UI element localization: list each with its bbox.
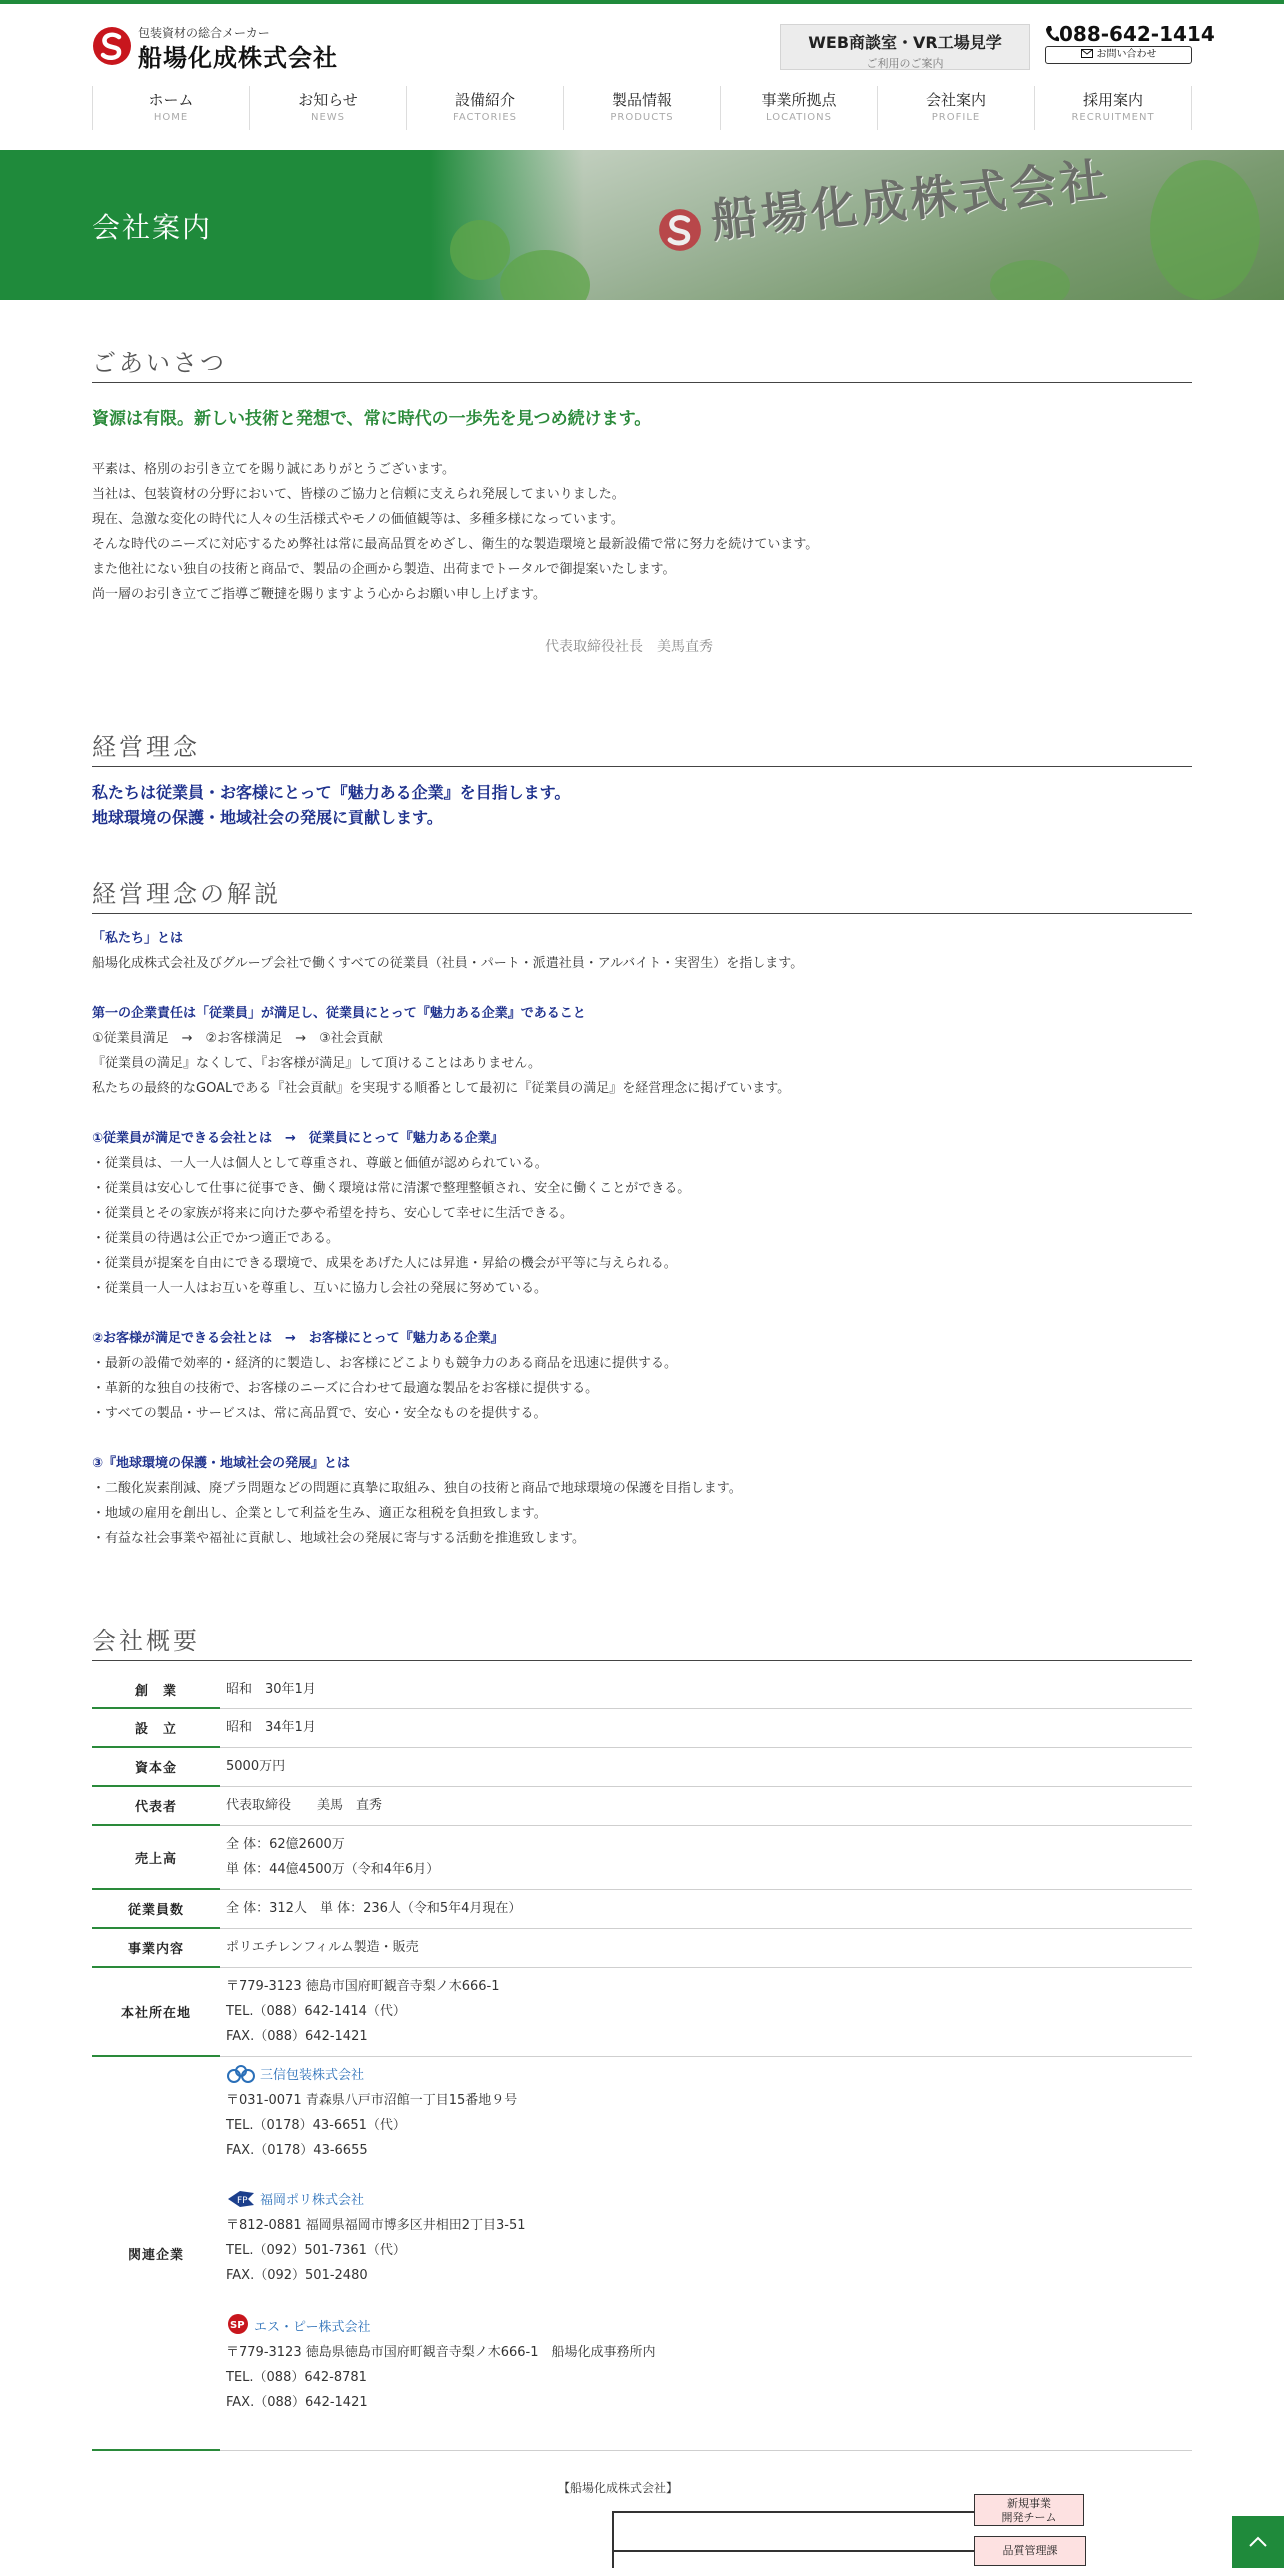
nav-news[interactable] <box>249 86 406 130</box>
greeting-line: また他社にない独自の技術と商品で、製品の企画から製造、出荷までトータルで御提案いたします。 <box>92 562 676 577</box>
banner-building-photo <box>430 150 1284 300</box>
company-name-text: 福岡ポリ株式会社 <box>260 2193 365 2208</box>
block-line: ・従業員の待遇は公正でかつ適正である。 <box>92 1231 340 1246</box>
block-line: ・従業員とその家族が将来に向けた夢や希望を持ち、安心して幸せに生活できる。 <box>92 1206 574 1221</box>
logo-company-name: 船場化成株式会社 <box>138 44 338 72</box>
row-value <box>220 1671 1192 1708</box>
row-value <box>220 1709 1192 1747</box>
explanation-block <box>92 1326 677 1426</box>
row-value <box>220 1929 1192 1967</box>
chevron-up-icon <box>1232 2516 1284 2568</box>
block-line: 私たちの最終的なGOALである『社会貢献』を実現する順番として最初に『従業員の満足』を経営理念に掲げています。 <box>92 1081 791 1096</box>
table-row <box>92 1890 1192 1929</box>
table-row <box>92 1748 1192 1787</box>
block-line: ・二酸化炭素削減、廃プラ問題などの問題に真摯に取組み、独自の技術と商品で地球環境の保護を目指します。 <box>92 1481 742 1496</box>
philosophy-line: 私たちは従業員・お客様にとって『魅力ある企業』を目指します。 <box>92 783 571 802</box>
block-title: 「私たち」とは <box>92 931 184 946</box>
explanation-block <box>92 1451 742 1551</box>
company-name-text: 三信包装株式会社 <box>260 2068 365 2083</box>
row-label: 設 立 <box>92 1709 220 1748</box>
sanshin-logo-icon <box>226 2065 256 2083</box>
web-meeting-button[interactable] <box>780 24 1030 70</box>
value-line: 代表取締役 美馬 直秀 <box>226 1798 383 1813</box>
block-line: ・従業員が提案を自由にできる環境で、成果をあげた人には昇進・昇給の機会が平等に与えられる。 <box>92 1256 677 1271</box>
nav-label: ホーム <box>148 91 194 109</box>
nav-label: 採用案内 <box>1082 91 1143 109</box>
banner-sign-text: 船場化成株式会社 <box>708 152 1113 248</box>
greeting-body <box>92 457 818 607</box>
block-title: ①従業員が満足できる会社とは → 従業員にとって『魅力ある企業』 <box>92 1131 504 1146</box>
block-line: ・有益な社会事業や福祉に貢献し、地域社会の発展に寄与する活動を推進致します。 <box>92 1531 585 1546</box>
block-line: ・最新の設備で効率的・経済的に製造し、お客様にどこよりも競争力のある商品を迅速に提供する。 <box>92 1356 678 1371</box>
related-company <box>226 2188 1186 2288</box>
overview-table <box>92 1671 1192 2451</box>
block-line: ・従業員は、一人一人は個人として尊重され、尊厳と価値が認められている。 <box>92 1156 548 1171</box>
banner-foliage <box>450 220 510 280</box>
company-name-text: エス・ピー株式会社 <box>254 2320 371 2335</box>
phone-icon <box>1045 25 1059 43</box>
sp-logo-icon <box>226 2313 250 2335</box>
value-line: 〒031-0071 青森県八戸市沼館一丁目15番地９号 <box>226 2093 518 2108</box>
value-line: FAX.（0178）43-6655 <box>226 2143 368 2158</box>
table-row <box>92 1787 1192 1826</box>
philosophy-statement <box>92 780 570 830</box>
back-to-top-button[interactable] <box>1232 2516 1284 2568</box>
org-connector <box>612 2511 614 2568</box>
fukuoka-poly-logo-icon <box>226 2190 256 2208</box>
related-company-name[interactable] <box>226 2313 1186 2340</box>
value-line: FAX.（092）501-2480 <box>226 2268 368 2283</box>
row-value <box>220 1787 1192 1825</box>
block-line: ・従業員一人一人はお互いを尊重し、互いに協力し会社の発展に努めている。 <box>92 1281 548 1296</box>
page-banner <box>0 150 1284 300</box>
greeting-line: 当社は、包装資材の分野において、皆様のご協力と信頼に支えられ発展してまいりました。 <box>92 487 625 502</box>
value-line: ポリエチレンフィルム製造・販売 <box>226 1940 419 1955</box>
explanation-block <box>92 1001 790 1101</box>
nav-label: 会社案内 <box>925 91 986 109</box>
explanation-block <box>92 926 803 976</box>
row-label: 従業員数 <box>92 1890 220 1929</box>
value-line: 〒812-0881 福岡県福岡市博多区井相田2丁目3-51 <box>226 2218 526 2233</box>
row-label: 本社所在地 <box>92 1968 220 2057</box>
banner-foliage <box>1150 160 1260 300</box>
greeting-signature: 代表取締役社長 美馬直秀 <box>545 639 713 655</box>
nav-sublabel: LOCATIONS <box>766 112 832 123</box>
table-row <box>92 2057 1192 2451</box>
nav-label: 事業所拠点 <box>761 91 837 109</box>
block-line: 船場化成株式会社及びグループ会社で働くすべての従業員（社員・パート・派遣社員・アルバイト・実習生）を指します。 <box>92 956 804 971</box>
philosophy-line: 地球環境の保護・地域社会の発展に貢献します。 <box>92 808 443 827</box>
top-accent-line <box>0 0 1284 4</box>
nav-sublabel: PRODUCTS <box>610 112 674 123</box>
philosophy-heading: 経営理念 <box>92 727 1192 767</box>
table-row <box>92 1826 1192 1890</box>
table-row <box>92 1709 1192 1748</box>
contact-label: お問い合わせ <box>1096 49 1157 60</box>
value-line: FAX.（088）642-1421 <box>226 2029 368 2044</box>
block-line: ・革新的な独自の技術で、お客様のニーズに合わせて最適な製品をお客様に提供する。 <box>92 1381 599 1396</box>
row-value <box>220 1826 1192 1889</box>
value-line: 全 体：62億2600万 <box>226 1837 345 1852</box>
banner-foliage <box>500 250 590 300</box>
value-line: FAX.（088）642-1421 <box>226 2395 368 2410</box>
related-company-name[interactable] <box>226 2188 1186 2213</box>
mail-icon <box>1081 49 1093 58</box>
value-line: TEL.（088）642-1414（代） <box>226 2004 406 2019</box>
related-company <box>226 2313 1186 2415</box>
row-label: 事業内容 <box>92 1929 220 1968</box>
org-box-quality: 品質管理課 <box>974 2536 1086 2566</box>
table-row <box>92 1929 1192 1968</box>
nav-factories[interactable] <box>406 86 563 130</box>
greeting-line: 尚一層のお引き立てご指導ご鞭撻を賜りますよう心からお願い申し上げます。 <box>92 587 546 602</box>
nav-label: 設備紹介 <box>454 91 515 109</box>
svg-text:SP: SP <box>230 2320 245 2331</box>
nav-sublabel: PROFILE <box>931 112 981 123</box>
value-line: 〒779-3123 徳島県徳島市国府町観音寺梨ノ木666-1 船場化成事務所内 <box>226 2345 656 2360</box>
row-label: 売上高 <box>92 1826 220 1890</box>
funaba-logo-icon <box>92 26 132 66</box>
row-value <box>220 1890 1192 1928</box>
value-line: 昭和 30年1月 <box>226 1682 316 1697</box>
explanation-block <box>92 1126 690 1301</box>
page-title: 会社案内 <box>92 211 213 244</box>
nav-home[interactable] <box>92 86 249 130</box>
org-box-line: 開発チーム <box>1001 2511 1057 2524</box>
nav-sublabel: HOME <box>153 112 189 123</box>
greeting-line: 現在、急激な変化の時代に人々の生活様式やモノの価値観等は、多種多様になっています。 <box>92 512 624 527</box>
phone-number: 088-642-1414 <box>1059 22 1215 46</box>
row-label: 関連企業 <box>92 2057 220 2451</box>
nav-recruitment[interactable] <box>1034 86 1192 130</box>
greeting-line: そんな時代のニーズに対応するため弊社は常に最高品質をめざし、衛生的な製造環境と最新設備で常に努力を続けています。 <box>92 537 819 552</box>
greeting-lead: 資源は有限。新しい技術と発想で、常に時代の一歩先を見つめ続けます。 <box>92 409 652 429</box>
value-line: TEL.（0178）43-6651（代） <box>226 2118 406 2133</box>
greeting-heading: ごあいさつ <box>92 343 1192 383</box>
row-value <box>220 1748 1192 1786</box>
nav-products[interactable] <box>563 86 720 130</box>
nav-profile[interactable] <box>877 86 1034 130</box>
org-connector <box>612 2550 974 2552</box>
value-line: TEL.（092）501-7361（代） <box>226 2243 406 2258</box>
row-value <box>220 1968 1192 2056</box>
block-title: ③『地球環境の保護・地域社会の発展』とは <box>92 1456 351 1471</box>
org-box-line: 新規事業 <box>1007 2497 1051 2510</box>
overview-heading: 会社概要 <box>92 1621 1192 1661</box>
greeting-line: 平素は、格別のお引き立てを賜り誠にありがとうございます。 <box>92 462 455 477</box>
header-phone[interactable] <box>1045 22 1215 46</box>
table-row <box>92 1968 1192 2057</box>
value-line: 単 体：44億4500万（令和4年6月） <box>226 1862 440 1877</box>
block-line: ・従業員は安心して仕事に従事でき、働く環境は常に清潔で整理整頓され、安全に働くことができる。 <box>92 1181 691 1196</box>
global-nav <box>92 86 1192 130</box>
block-line: ①従業員満足 → ②お客様満足 → ③社会貢献 <box>92 1031 383 1046</box>
org-box-new-business <box>974 2494 1084 2526</box>
row-value <box>220 2057 1192 2450</box>
org-chart-caption: 【船場化成株式会社】 <box>558 2481 679 2495</box>
banner-foliage <box>990 260 1070 300</box>
block-title: 第一の企業責任は「従業員」が満足し、従業員にとって『魅力ある企業』であること <box>92 1006 586 1021</box>
contact-button[interactable] <box>1045 46 1192 64</box>
row-label: 資本金 <box>92 1748 220 1787</box>
banner-sign-logo-icon <box>658 208 702 252</box>
related-company <box>226 2063 1186 2163</box>
web-meeting-subtitle: ご利用のご案内 <box>866 57 944 70</box>
value-line: 昭和 34年1月 <box>226 1720 316 1735</box>
org-connector <box>612 2511 974 2513</box>
row-label: 代表者 <box>92 1787 220 1826</box>
block-line: 『従業員の満足』なくして、『お客様が満足』して頂けることはありません。 <box>92 1056 542 1071</box>
block-title: ②お客様が満足できる会社とは → お客様にとって『魅力ある企業』 <box>92 1331 504 1346</box>
nav-label: 製品情報 <box>611 91 672 109</box>
svg-text:FP: FP <box>237 2196 248 2206</box>
value-line: 全 体：312人 単 体：236人（令和5年4月現在） <box>226 1901 522 1916</box>
table-row <box>92 1671 1192 1709</box>
logo-tagline: 包装資材の総合メーカー <box>138 26 270 40</box>
nav-sublabel: RECRUITMENT <box>1071 112 1155 123</box>
nav-locations[interactable] <box>720 86 877 130</box>
value-line: TEL.（088）642-8781 <box>226 2370 367 2385</box>
row-label: 創 業 <box>92 1671 220 1709</box>
block-line: ・地域の雇用を創出し、企業として利益を生み、適正な租税を負担致します。 <box>92 1506 547 1521</box>
related-company-name[interactable] <box>226 2063 1186 2088</box>
nav-label: お知らせ <box>298 91 358 109</box>
block-line: ・すべての製品・サービスは、常に高品質で、安心・安全なものを提供する。 <box>92 1406 547 1421</box>
value-line: 5000万円 <box>226 1759 286 1774</box>
web-meeting-title: WEB商談室・VR工場見学 <box>808 33 1002 52</box>
explanation-heading: 経営理念の解説 <box>92 874 1192 914</box>
value-line: 〒779-3123 徳島市国府町観音寺梨ノ木666-1 <box>226 1979 500 1994</box>
nav-sublabel: NEWS <box>310 112 346 123</box>
nav-sublabel: FACTORIES <box>452 112 518 123</box>
